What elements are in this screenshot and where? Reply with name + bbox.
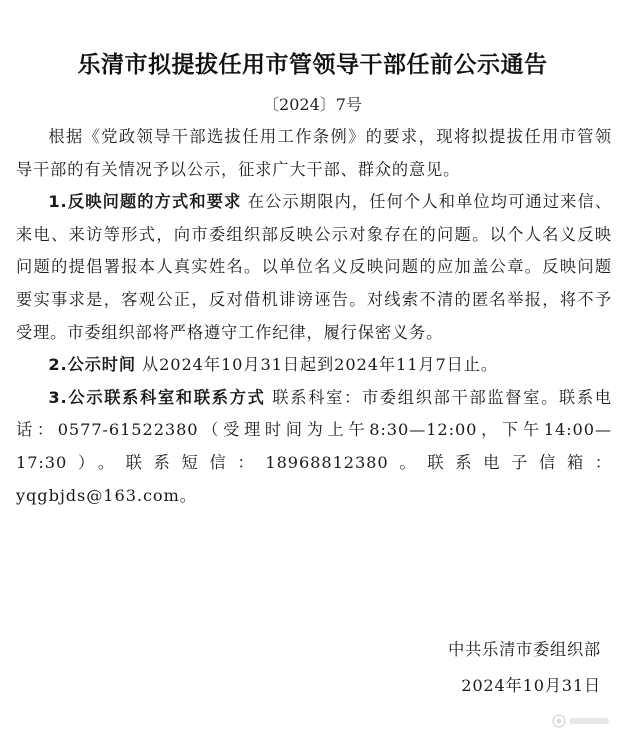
section-paragraph — [16, 349, 612, 382]
section-heading: 2.公示时间 — [48, 355, 136, 375]
document-number: 〔2024〕7号 — [263, 95, 362, 114]
signature-organization: 中共乐清市委组织部 — [448, 640, 601, 659]
section-text: 在公示期限内，任何个人和单位均可通过来信、来电、来访等形式，向市委组织部反映公示对象存在的问题。以个人名义反映问题的提倡署报本人真实姓名。以单位名义反映问题的应加盖公章。反映问题要实事求是，客观公正，反对借机诽谤诬告。对线索不清的匿名举报，将不予受理。市委组织部将严格遵守工作纪律，履行保密义务。 — [16, 192, 613, 342]
document-body — [16, 121, 612, 512]
signature-date: 2024年10月31日 — [461, 676, 601, 695]
section-text: 从2024年10月31日起到2024年11月7日止。 — [142, 355, 498, 375]
section-text: 联系科室：市委组织部干部监督室。联系电话：0577-61522380（受理时间为上午8:30—12:00，下午14:00—17:30）。联系短信：18968812380。联系电子信箱：yqgbjds@163.com。 — [16, 387, 612, 505]
section-heading: 3.公示联系科室和联系方式 — [48, 387, 266, 407]
section-heading: 1.反映问题的方式和要求 — [48, 192, 242, 212]
document-title: 乐清市拟提拔任用市管领导干部任前公示通告 — [77, 52, 548, 78]
section-paragraph — [16, 382, 612, 512]
intro-paragraph: 根据《党政领导干部选拔任用工作条例》的要求，现将拟提拔任用市管领导干部的有关情况予以公示，征求广大干部、群众的意见。 — [16, 127, 612, 179]
section-paragraph — [16, 186, 612, 349]
watermark-logo — [551, 712, 615, 730]
